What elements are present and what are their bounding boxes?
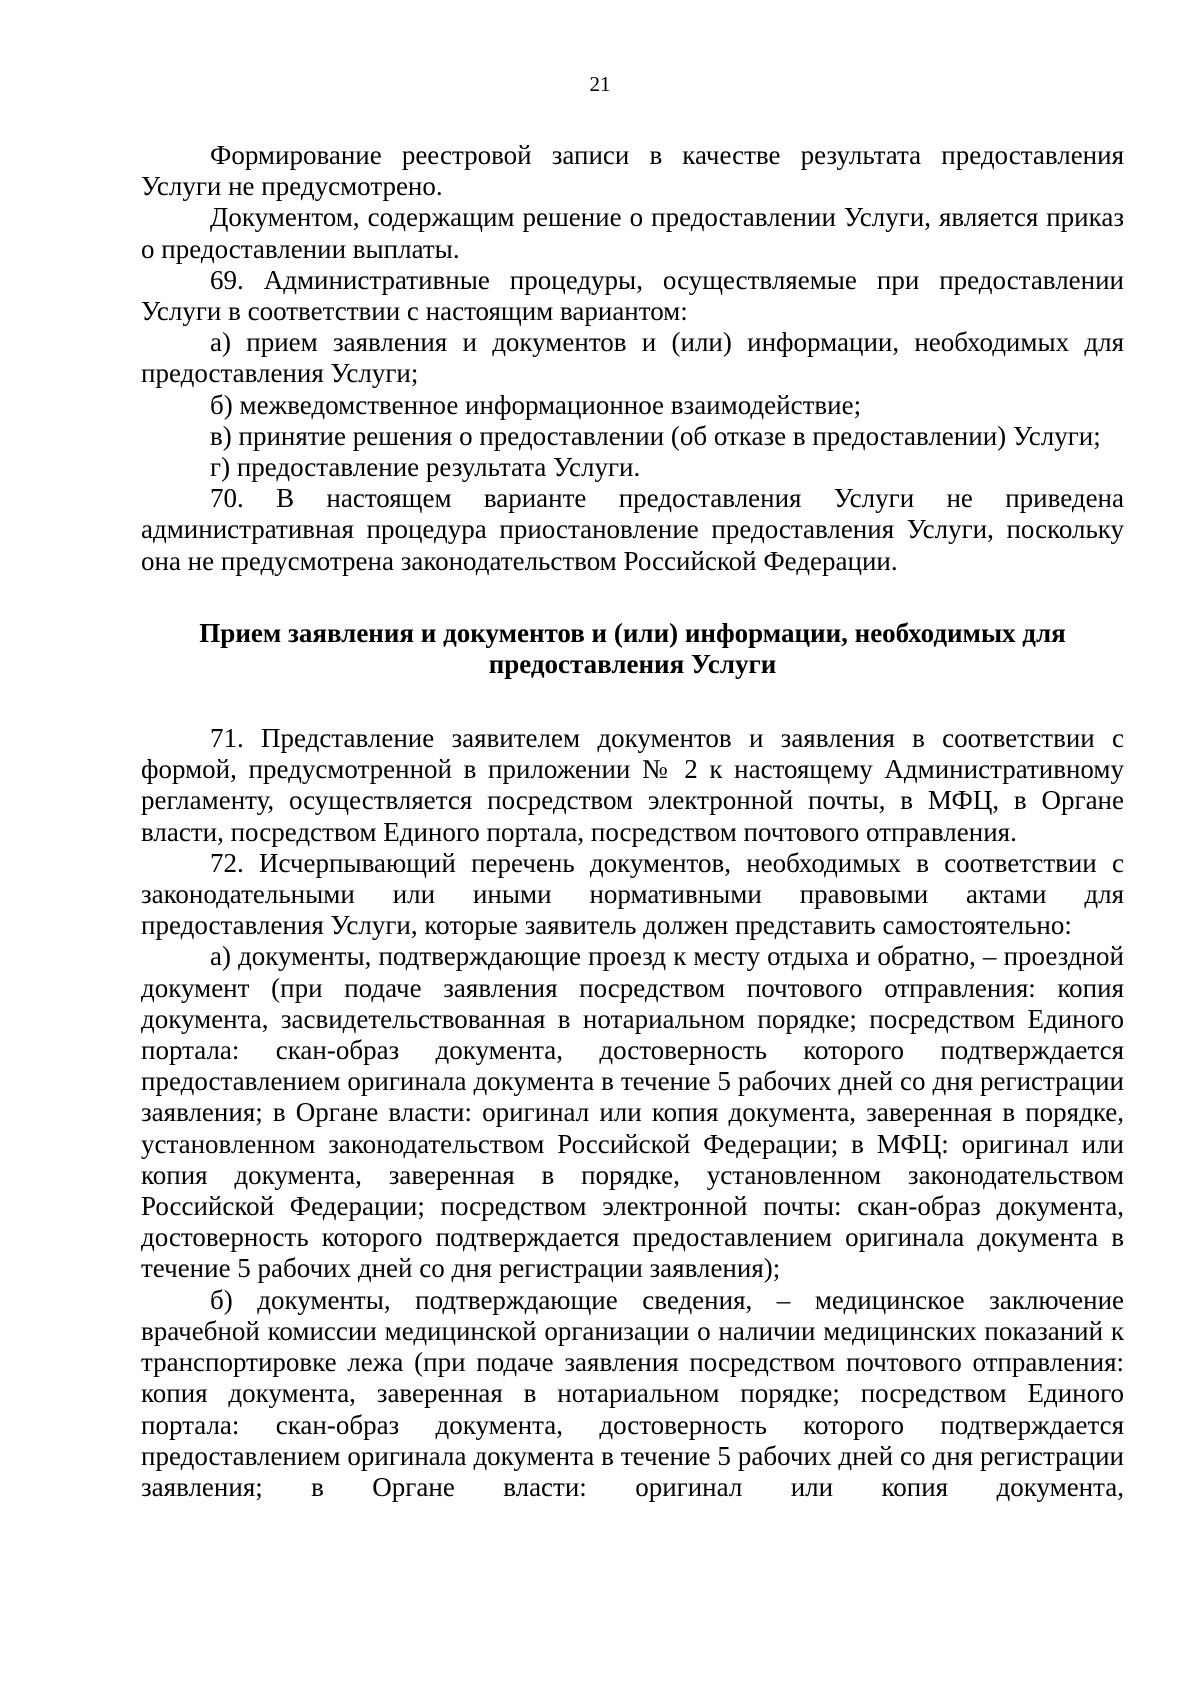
document-body (141, 140, 1124, 1503)
paragraph: Документом, содержащим решение о предоставлении Услуги, является приказ о предоставлении выплаты. (141, 202, 1124, 264)
list-item-a: а) документы, подтверждающие проезд к месту отдыха и обратно, – проездной документ (при подаче заявления посредством почтового отправления: копия документа, засвидетельствованная в нотариальном порядке; посредством Единого портала: скан-образ документа, достоверность которого подтверждается предоставлением оригинала документа в течение 5 рабочих дней со дня регистрации заявления; в Органе власти: оригинал или копия документа, заверенная в порядке, установленном законодательством Российской Федерации; в МФЦ: оригинал или копия документа, заверенная в порядке, установленном законодательством Российской Федерации; посредством электронной почты: скан-образ документа, достоверность которого подтверждается предоставлением оригинала документа в течение 5 рабочих дней со дня регистрации заявления); (141, 941, 1124, 1284)
section-heading-line: предоставления Услуги (488, 649, 777, 680)
paragraph: 71. Представление заявителем документов и заявления в соответствии с формой, предусмотренной в приложении № 2 к настоящему Административному регламенту, осуществляется посредством электронной почты, в МФЦ, в Органе власти, посредством Единого портала, посредством почтового отправления. (141, 723, 1124, 847)
list-item-a: а) прием заявления и документов и (или) информации, необходимых для предоставления Услуги; (141, 327, 1124, 389)
paragraph: 72. Исчерпывающий перечень документов, необходимых в соответствии с законодательными или иными нормативными правовыми актами для предоставления Услуги, которые заявитель должен представить самостоятельно: (141, 847, 1124, 941)
page-number: 21 (589, 72, 611, 96)
paragraph: 69. Административные процедуры, осуществляемые при предоставлении Услуги в соответствии с настоящим вариантом: (141, 264, 1124, 327)
list-item-g: г) предоставление результата Услуги. (210, 452, 641, 483)
list-item-b: б) документы, подтверждающие сведения, – медицинское заключение врачебной комиссии медицинской организации о наличии медицинских показаний к транспортировке лежа (при подаче заявления посредством почтового отправления: копия документа, заверенная в нотариальном порядке; посредством Единого портала: скан-образ документа, достоверность которого подтверждается предоставлением оригинала документа в течение 5 рабочих дней со дня регистрации заявления; в Органе власти: оригинал или копия документа, (141, 1284, 1124, 1502)
paragraph: 70. В настоящем варианте предоставления Услуги не приведена административная процедура приостановление предоставления Услуги, поскольку она не предусмотрена законодательством Российской Федерации. (141, 483, 1124, 576)
list-item-b: б) межведомственное информационное взаимодействие; (210, 389, 862, 420)
paragraph: Формирование реестровой записи в качестве результата предоставления Услуги не предусмотрено. (141, 140, 1124, 202)
list-item-v: в) принятие решения о предоставлении (об отказе в предоставлении) Услуги; (210, 420, 1101, 451)
section-heading-line: Прием заявления и документов и (или) информации, необходимых для (199, 617, 1066, 648)
section-heading (141, 618, 1124, 681)
